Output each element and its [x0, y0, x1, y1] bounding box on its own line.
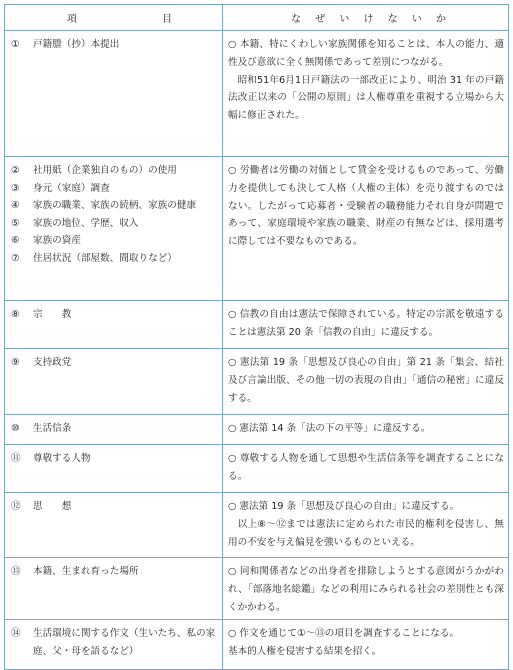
reason-paragraph: ○ 憲法第 14 条「法の下の平等」に違反する。: [228, 423, 431, 434]
header-row: [5, 5, 509, 31]
item-cell: [5, 349, 223, 415]
item-number: ⑪: [11, 453, 21, 464]
item-entry: [11, 498, 218, 516]
item-cell: [5, 301, 223, 349]
item-text: 住居状況（部屋数、間取りなど）: [33, 252, 177, 264]
item-text: 身元（家庭）調査: [33, 182, 110, 194]
item-text: 家族の地位、学歴、収入: [33, 217, 139, 229]
reason-header-char: け: [363, 14, 374, 25]
item-number: ⑫: [11, 501, 21, 512]
item-entry: [11, 197, 218, 215]
reason-cell: [223, 349, 509, 415]
reason-paragraph: ○ 労働者は労働の対価として賃金を受けるものであって、労働力を提供しても決して人格（人権の主体）を売り渡すものではない。したがって応募者・受験者の職務能力それ自身が問題であって、家庭環境や家族の職業、財産の有無などは、採用選考に際しては不要なものである。: [228, 165, 504, 248]
reason-cell: [223, 415, 509, 445]
reason-cell: [223, 445, 509, 493]
item-header-char: 目: [162, 14, 172, 25]
item-text: 支持政党: [33, 357, 72, 368]
item-number: ②: [11, 165, 20, 176]
reason-cell: [223, 558, 509, 620]
reason-cell: [223, 157, 509, 301]
reason-header-char: い: [411, 14, 422, 25]
reason-paragraph: 以上⑧～⑫までは憲法に定められた市民的権利を侵害し、無用の不安を与え偏見を強いるものといえる。: [228, 518, 504, 548]
item-number: ①: [11, 39, 20, 50]
item-entry: [11, 354, 218, 372]
reason-cell: [223, 620, 509, 670]
item-entry: [11, 162, 218, 180]
item-text: 生活環境に関する作文（生いたち、私の家庭、父・母を語るなど）: [33, 628, 216, 657]
reason-paragraph: ○ 同和関係者などの出身者を排除しようとする意図がうかがわれ、「部落地名総鑑」などの利用にみられる社会の差別性とも深くかかわる。: [228, 566, 504, 613]
item-text: 家族の資産: [33, 235, 81, 247]
reason-cell: [223, 301, 509, 349]
reason-cell: [223, 493, 509, 558]
item-cell: [5, 415, 223, 445]
item-number: ③: [11, 182, 20, 194]
table-row: [5, 620, 509, 670]
item-cell: [5, 558, 223, 620]
reason-paragraph: ○ 憲法第 19 条「思想及び良心の自由」に違反する。: [228, 501, 460, 512]
item-entry: [11, 180, 218, 198]
table-row: [5, 558, 509, 620]
item-entry: [11, 215, 218, 233]
reason-cell: [223, 31, 509, 157]
item-entry: [11, 625, 218, 660]
item-cell: [5, 620, 223, 670]
table-row: [5, 445, 509, 493]
item-text: 尊敬する人物: [33, 453, 91, 464]
item-header-char: 項: [67, 14, 77, 25]
table-row: [5, 493, 509, 558]
reason-paragraph: ○ 尊敬する人物を通して思想や生活信条等を調査することになる。: [228, 453, 504, 482]
item-entry: [11, 420, 218, 438]
reason-paragraph: 基本的人権を侵害する結果を招く。: [228, 646, 382, 658]
item-number: ⑤: [11, 217, 20, 229]
table-row: [5, 415, 509, 445]
reason-header-char: ぜ: [315, 14, 326, 25]
item-text: 生活信条: [33, 423, 72, 434]
reason-header-char: い: [339, 14, 350, 25]
table-row: [5, 301, 509, 349]
item-entry: [11, 36, 218, 54]
item-number: ⑥: [11, 235, 20, 247]
item-number: ⑬: [11, 566, 21, 577]
table-body: [5, 31, 509, 670]
item-text: 本籍、生まれ育った場所: [33, 566, 139, 577]
item-text: 社用紙（企業独自のもの）の使用: [33, 165, 177, 176]
item-number: ⑭: [11, 628, 21, 640]
table-row: [5, 349, 509, 415]
table-row: [5, 31, 509, 157]
item-number: ⑦: [11, 252, 20, 264]
item-cell: [5, 493, 223, 558]
reason-paragraph: ○ 本籍、特にくわしい家族関係を知ることは、本人の能力、適性及び意欲に全く無関係であって差別につながる。: [228, 39, 504, 68]
item-entry: [11, 563, 218, 581]
table-row: [5, 157, 509, 301]
item-number: ⑩: [11, 423, 20, 434]
reason-paragraph: ○ 作文を通じて①～⑬の項目を調査することになる。: [228, 628, 460, 640]
item-number: ⑧: [11, 309, 20, 320]
item-text: 思 想: [33, 501, 72, 512]
reason-paragraph: ○ 憲法第 19 条「思想及び良心の自由」第 21 条「集会、結社及び言論出版、その他一切の表現の自由」「通信の秘密」に違反する。: [228, 357, 504, 404]
item-column-header: [5, 5, 223, 31]
item-entry: [11, 232, 218, 250]
item-text: 宗 教: [33, 309, 72, 320]
reason-header-char: か: [435, 14, 446, 25]
item-number: ⑨: [11, 357, 20, 368]
reason-paragraph: ○ 信教の自由は憲法で保障されている。特定の宗派を敬遠することは憲法第 20 条「信教の自由」に違反する。: [228, 309, 504, 338]
reason-column-header: [223, 5, 509, 31]
item-cell: [5, 31, 223, 157]
item-cell: [5, 445, 223, 493]
reason-paragraph: 昭和51年6月1日戸籍法の一部改正により、明治 31 年の戸籍法改正以来の「公開の原則」は人権尊重を重視する立場から大幅に修正された。: [228, 74, 504, 122]
item-cell: [5, 157, 223, 301]
item-entry: [11, 250, 218, 268]
item-number: ④: [11, 200, 20, 212]
item-entry: [11, 306, 218, 324]
item-text: 家族の職業、家族の続柄、家族の健康: [33, 200, 197, 212]
reason-header-char: な: [387, 14, 398, 25]
item-entry: [11, 450, 218, 468]
reason-header-char: な: [291, 14, 301, 25]
discrimination-items-table: [4, 4, 509, 670]
item-text: 戸籍謄（抄）本提出: [33, 39, 120, 50]
